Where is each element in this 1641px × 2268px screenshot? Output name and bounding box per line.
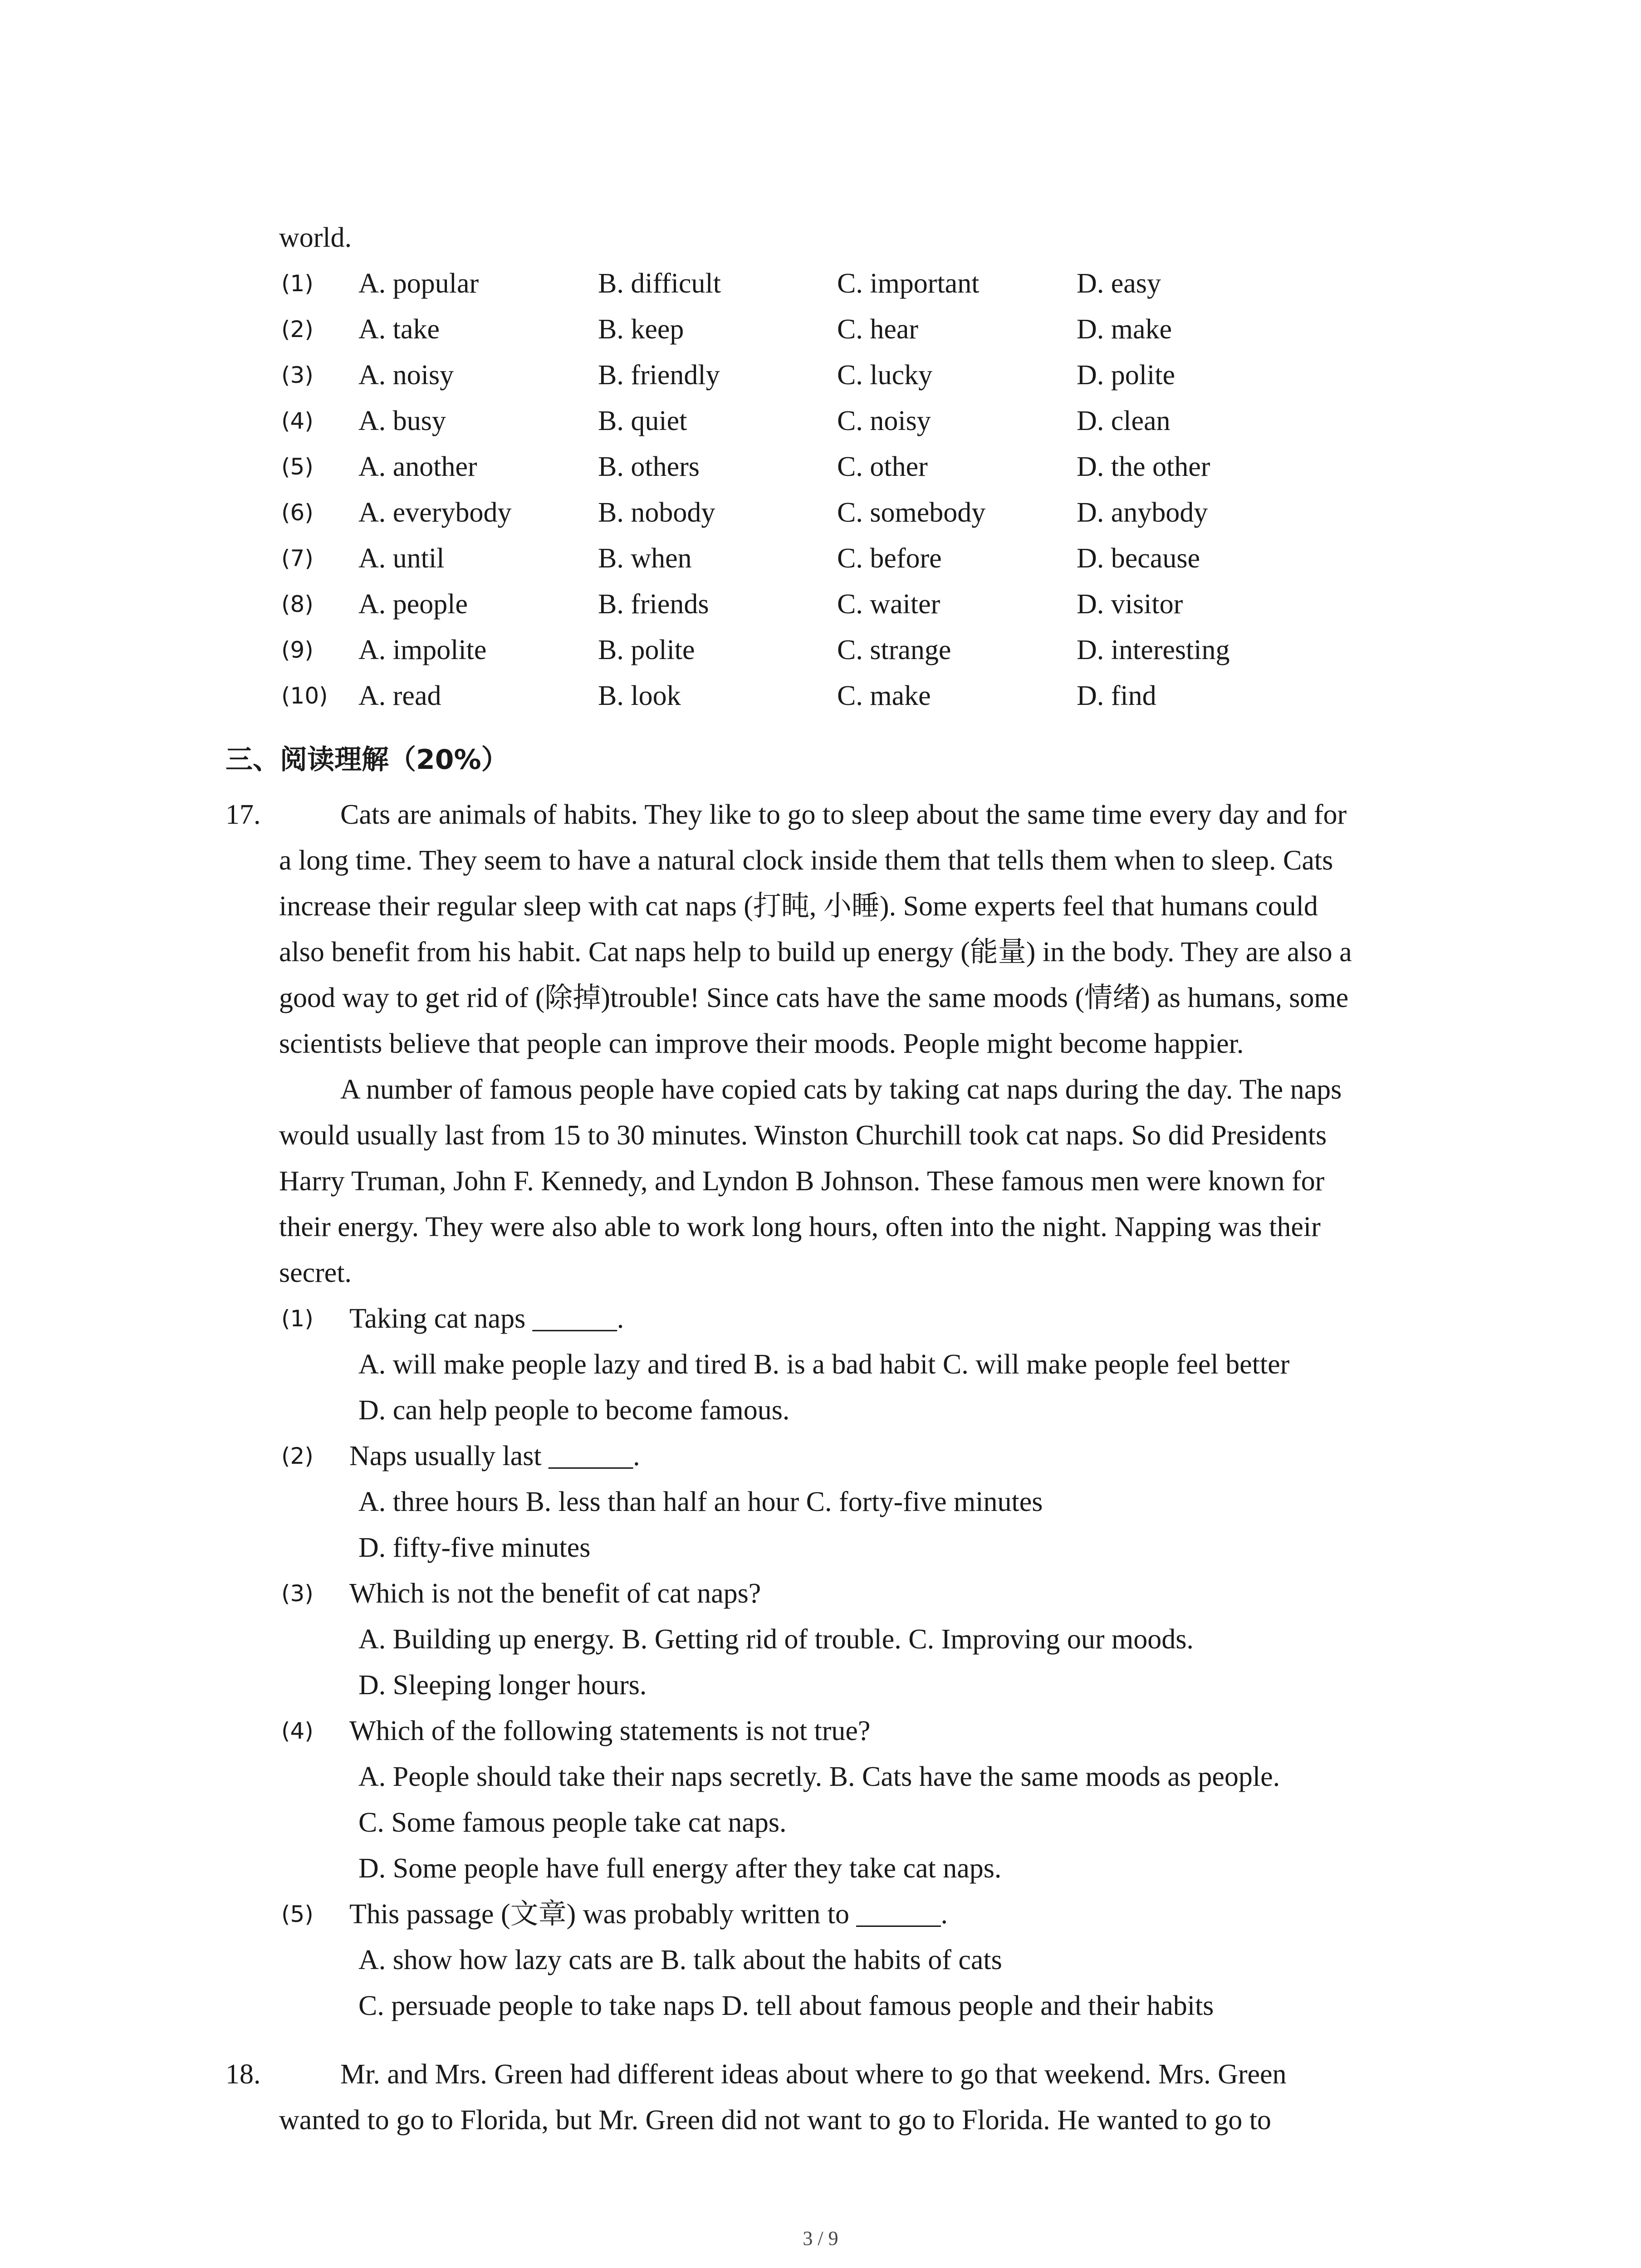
subquestion-stem: Naps usually last ______. — [349, 1441, 640, 1471]
option-a: A. everybody — [358, 497, 512, 528]
option-a: A. people — [358, 589, 468, 620]
option-c: C. other — [837, 451, 928, 482]
option-number: (7) — [281, 545, 314, 572]
option-a: A. until — [358, 543, 445, 574]
option-b: B. friendly — [598, 360, 720, 391]
continuation-word: world. — [279, 222, 352, 253]
option-b: B. nobody — [598, 497, 715, 528]
option-number: (9) — [281, 637, 314, 663]
subquestion-number: (3) — [281, 1580, 314, 1607]
passage-line: Harry Truman, John F. Kennedy, and Lyndon B Johnson. These famous men were known for — [279, 1166, 1325, 1197]
option-a: A. noisy — [358, 360, 454, 391]
answer-options-line: A. show how lazy cats are B. talk about the habits of cats — [358, 1945, 1002, 1975]
option-number: (5) — [281, 454, 314, 480]
answer-options-line: C. Some famous people take cat naps. — [358, 1807, 787, 1838]
option-b: B. polite — [598, 635, 695, 665]
question-number: 18. — [225, 2059, 261, 2090]
passage-line: a long time. They seem to have a natural clock inside them that tells them when to sleep. Cats — [279, 845, 1333, 876]
passage-line: Mr. and Mrs. Green had different ideas about where to go that weekend. Mrs. Green — [340, 2059, 1287, 2090]
option-b: B. difficult — [598, 268, 721, 299]
option-a: A. read — [358, 680, 441, 711]
subquestion-number: (2) — [281, 1443, 314, 1469]
option-row — [0, 536, 1361, 581]
answer-options-line: A. three hours B. less than half an hour C. forty-five minutes — [358, 1486, 1043, 1517]
option-row — [0, 627, 1361, 673]
option-c: C. somebody — [837, 497, 986, 528]
subquestion-stem: This passage (文章) was probably written to ______. — [349, 1899, 948, 1930]
option-number: (6) — [281, 499, 314, 526]
option-number: (1) — [281, 270, 314, 297]
answer-options-line: C. persuade people to take naps D. tell about famous people and their habits — [358, 1990, 1214, 2021]
option-row — [0, 307, 1361, 352]
option-a: A. another — [358, 451, 477, 482]
subquestion-stem: Which is not the benefit of cat naps? — [349, 1578, 761, 1609]
page-number: 3 / 9 — [803, 2227, 838, 2249]
answer-options-line: A. People should take their naps secretly. B. Cats have the same moods as people. — [358, 1761, 1280, 1792]
option-d: D. interesting — [1077, 635, 1230, 665]
option-number: (8) — [281, 591, 314, 617]
option-b: B. when — [598, 543, 692, 574]
option-row — [0, 398, 1361, 444]
question-number: 17. — [225, 799, 261, 830]
passage-line: their energy. They were also able to work long hours, often into the night. Napping was their — [279, 1212, 1321, 1242]
option-c: C. important — [837, 268, 980, 299]
option-row — [0, 490, 1361, 535]
subquestion-stem: Which of the following statements is not true? — [349, 1716, 871, 1746]
option-number: (10) — [281, 683, 328, 709]
option-d: D. anybody — [1077, 497, 1208, 528]
answer-options-line: D. can help people to become famous. — [358, 1395, 790, 1426]
option-d: D. visitor — [1077, 589, 1183, 620]
option-row — [0, 444, 1361, 489]
option-number: (2) — [281, 316, 314, 342]
passage-line: also benefit from his habit. Cat naps help to build up energy (能量) in the body. They are also a — [279, 937, 1352, 968]
answer-options-line: D. fifty-five minutes — [358, 1532, 591, 1563]
answer-options-line: D. Some people have full energy after they take cat naps. — [358, 1853, 1002, 1884]
option-b: B. look — [598, 680, 681, 711]
option-b: B. others — [598, 451, 700, 482]
option-row — [0, 261, 1361, 306]
option-number: (3) — [281, 362, 314, 388]
option-c: C. make — [837, 680, 931, 711]
option-c: C. strange — [837, 635, 951, 665]
option-number: (4) — [281, 408, 314, 434]
option-row — [0, 673, 1361, 719]
option-a: A. busy — [358, 406, 446, 436]
answer-options-line: A. will make people lazy and tired B. is a bad habit C. will make people feel better — [358, 1349, 1290, 1380]
option-a: A. impolite — [358, 635, 487, 665]
option-b: B. quiet — [598, 406, 687, 436]
option-c: C. waiter — [837, 589, 941, 620]
passage-line: increase their regular sleep with cat naps (打盹, 小睡). Some experts feel that humans could — [279, 891, 1318, 922]
option-row — [0, 352, 1361, 398]
option-d: D. make — [1077, 314, 1172, 345]
option-b: B. keep — [598, 314, 684, 345]
option-row — [0, 582, 1361, 627]
passage-line: Cats are animals of habits. They like to go to sleep about the same time every day and for — [340, 799, 1347, 830]
subquestion-stem: Taking cat naps ______. — [349, 1303, 624, 1334]
option-d: D. easy — [1077, 268, 1161, 299]
answer-options-line: A. Building up energy. B. Getting rid of trouble. C. Improving our moods. — [358, 1624, 1194, 1655]
subquestion-number: (1) — [281, 1305, 314, 1332]
passage-line: wanted to go to Florida, but Mr. Green did not want to go to Florida. He wanted to go to — [279, 2105, 1271, 2136]
option-d: D. clean — [1077, 406, 1171, 436]
passage-line: would usually last from 15 to 30 minutes. Winston Churchill took cat naps. So did Presidents — [279, 1120, 1327, 1151]
option-a: A. take — [358, 314, 440, 345]
option-c: C. noisy — [837, 406, 931, 436]
passage-line: secret. — [279, 1257, 352, 1288]
option-c: C. lucky — [837, 360, 933, 391]
passage-line: scientists believe that people can improve their moods. People might become happier. — [279, 1028, 1244, 1059]
option-d: D. because — [1077, 543, 1200, 574]
option-d: D. find — [1077, 680, 1156, 711]
passage-line: A number of famous people have copied cats by taking cat naps during the day. The naps — [340, 1074, 1342, 1105]
option-b: B. friends — [598, 589, 709, 620]
section-heading: 三、阅读理解（20%） — [225, 744, 509, 776]
answer-options-line: D. Sleeping longer hours. — [358, 1670, 647, 1701]
option-d: D. polite — [1077, 360, 1175, 391]
passage-line: good way to get rid of (除掉)trouble! Since cats have the same moods (情绪) as humans, some — [279, 982, 1349, 1013]
subquestion-number: (5) — [281, 1901, 314, 1927]
option-a: A. popular — [358, 268, 479, 299]
option-d: D. the other — [1077, 451, 1210, 482]
subquestion-number: (4) — [281, 1718, 314, 1744]
option-c: C. hear — [837, 314, 919, 345]
option-c: C. before — [837, 543, 942, 574]
